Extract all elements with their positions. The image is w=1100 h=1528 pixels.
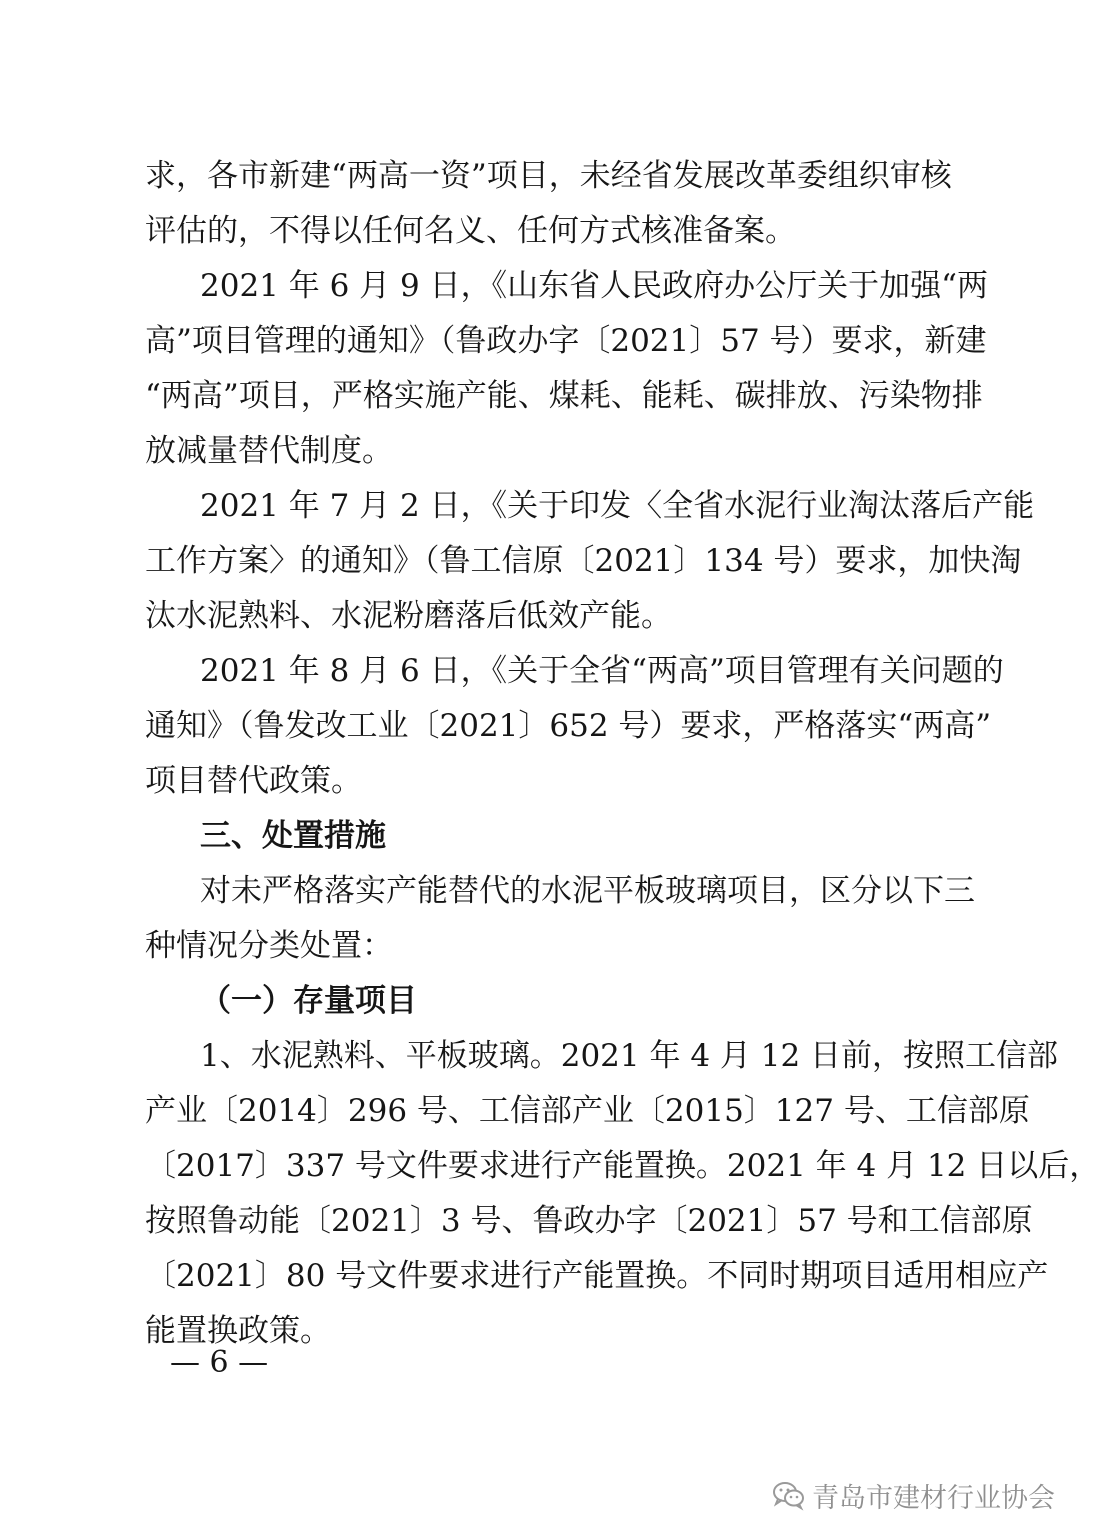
paragraph-line: 对未严格落实产能替代的水泥平板玻璃项目，区分以下三 [200,873,975,909]
paragraph-line: 2021 年 6 月 9 日，《山东省人民政府办公厅关于加强“两 [200,268,988,304]
page-number: — 6 — [170,1345,269,1380]
wechat-icon [772,1481,806,1509]
paragraph-line: 按照鲁动能〔2021〕3 号、鲁政办字〔2021〕57 号和工信部原 [145,1203,1033,1239]
paragraph-line: “两高”项目，严格实施产能、煤耗、能耗、碳排放、污染物排 [145,378,983,414]
watermark [772,1475,1055,1515]
paragraph-line: 〔2021〕80 号文件要求进行产能置换。不同时期项目适用相应产 [145,1258,1049,1294]
paragraph-line: 产业〔2014〕296 号、工信部产业〔2015〕127 号、工信部原 [145,1093,1030,1129]
paragraph-line: 项目替代政策。 [145,763,362,799]
paragraph-line: 求，各市新建“两高一资”项目，未经省发展改革委组织审核 [145,158,952,194]
watermark-text: 青岛市建材行业协会 [812,1482,1055,1514]
paragraph-line: 通知》（鲁发改工业〔2021〕652 号）要求，严格落实“两高” [145,708,992,744]
paragraph-line: 2021 年 7 月 2 日，《关于印发〈全省水泥行业淘汰落后产能 [200,488,1035,524]
paragraph-line: 能置换政策。 [145,1313,331,1349]
paragraph-line: 工作方案〉的通知》（鲁工信原〔2021〕134 号）要求，加快淘 [145,543,1022,579]
subsection-heading: （一）存量项目 [200,983,417,1019]
paragraph-line: 〔2017〕337 号文件要求进行产能置换。2021 年 4 月 12 日以后， [145,1148,1100,1184]
paragraph-line: 2021 年 8 月 6 日，《关于全省“两高”项目管理有关问题的 [200,653,1004,689]
paragraph-line: 1、水泥熟料、平板玻璃。2021 年 4 月 12 日前，按照工信部 [200,1038,1059,1074]
paragraph-line: 放减量替代制度。 [145,433,393,469]
paragraph-line: 汰水泥熟料、水泥粉磨落后低效产能。 [145,598,672,634]
paragraph-line: 种情况分类处置： [145,928,393,964]
paragraph-line: 高”项目管理的通知》（鲁政办字〔2021〕57 号）要求，新建 [145,323,987,359]
section-heading: 三、处置措施 [200,818,386,854]
paragraph-line: 评估的，不得以任何名义、任何方式核准备案。 [145,213,796,249]
